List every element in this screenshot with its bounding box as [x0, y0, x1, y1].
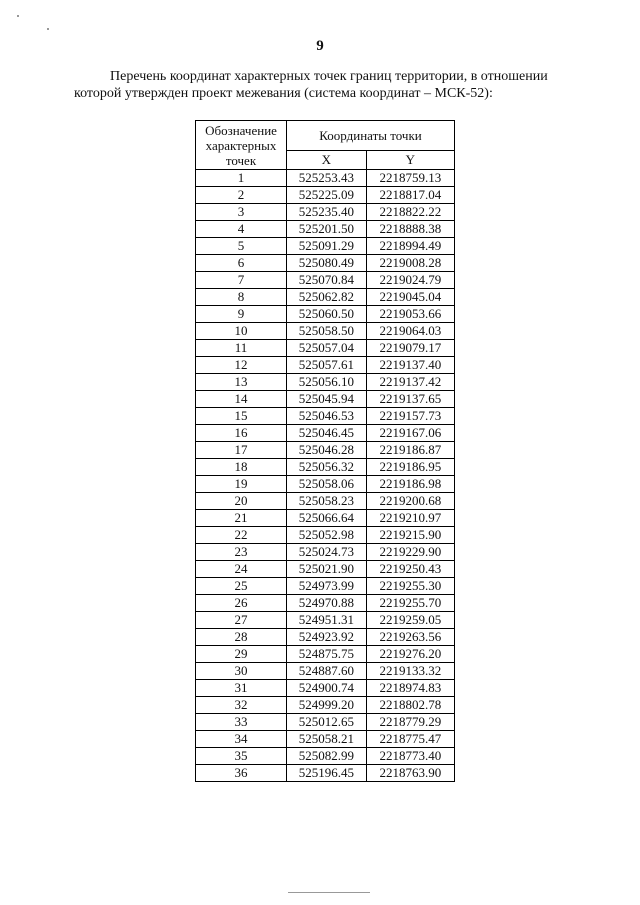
y-coordinate-cell: 2219229.90 [366, 544, 454, 561]
x-coordinate-cell: 524923.92 [287, 629, 367, 646]
point-number-cell: 33 [196, 714, 287, 731]
y-coordinate-cell: 2219157.73 [366, 408, 454, 425]
y-coordinate-cell: 2219045.04 [366, 289, 454, 306]
x-coordinate-cell: 525057.61 [287, 357, 367, 374]
x-coordinate-cell: 525024.73 [287, 544, 367, 561]
coordinates-table-body [196, 170, 455, 782]
table-row [196, 476, 455, 493]
y-coordinate-cell: 2218994.49 [366, 238, 454, 255]
y-coordinate-cell: 2219137.42 [366, 374, 454, 391]
table-row [196, 629, 455, 646]
table-row [196, 578, 455, 595]
header-point-designation: Обозначение характерных точек [196, 121, 287, 170]
table-row [196, 289, 455, 306]
x-coordinate-cell: 524970.88 [287, 595, 367, 612]
bottom-rule [288, 892, 370, 893]
point-number-cell: 35 [196, 748, 287, 765]
x-coordinate-cell: 525091.29 [287, 238, 367, 255]
y-coordinate-cell: 2219064.03 [366, 323, 454, 340]
x-coordinate-cell: 525058.50 [287, 323, 367, 340]
x-coordinate-cell: 525235.40 [287, 204, 367, 221]
point-number-cell: 7 [196, 272, 287, 289]
x-coordinate-cell: 525201.50 [287, 221, 367, 238]
y-coordinate-cell: 2218773.40 [366, 748, 454, 765]
table-row [196, 306, 455, 323]
point-number-cell: 32 [196, 697, 287, 714]
point-number-cell: 6 [196, 255, 287, 272]
x-coordinate-cell: 525066.64 [287, 510, 367, 527]
y-coordinate-cell: 2219133.32 [366, 663, 454, 680]
point-number-cell: 36 [196, 765, 287, 782]
x-coordinate-cell: 525196.45 [287, 765, 367, 782]
table-row [196, 357, 455, 374]
coordinates-table [195, 120, 455, 782]
point-number-cell: 21 [196, 510, 287, 527]
y-coordinate-cell: 2219137.65 [366, 391, 454, 408]
y-coordinate-cell: 2219053.66 [366, 306, 454, 323]
table-row [196, 493, 455, 510]
x-coordinate-cell: 525021.90 [287, 561, 367, 578]
y-coordinate-cell: 2218822.22 [366, 204, 454, 221]
header-y: Y [366, 151, 454, 170]
point-number-cell: 1 [196, 170, 287, 187]
intro-line-1: Перечень координат характерных точек границ территории, в отношении [110, 69, 548, 84]
point-number-cell: 27 [196, 612, 287, 629]
table-row [196, 748, 455, 765]
y-coordinate-cell: 2219200.68 [366, 493, 454, 510]
point-number-cell: 10 [196, 323, 287, 340]
point-number-cell: 2 [196, 187, 287, 204]
header-x: X [287, 151, 367, 170]
y-coordinate-cell: 2218759.13 [366, 170, 454, 187]
point-number-cell: 3 [196, 204, 287, 221]
page-number: 9 [316, 38, 324, 54]
x-coordinate-cell: 525046.28 [287, 442, 367, 459]
x-coordinate-cell: 525062.82 [287, 289, 367, 306]
point-number-cell: 5 [196, 238, 287, 255]
point-number-cell: 19 [196, 476, 287, 493]
table-row [196, 374, 455, 391]
y-coordinate-cell: 2219263.56 [366, 629, 454, 646]
intro-line-2: которой утвержден проект межевания (система координат – МСК-52): [74, 86, 493, 101]
point-number-cell: 17 [196, 442, 287, 459]
table-row [196, 510, 455, 527]
table-row [196, 255, 455, 272]
table-row [196, 663, 455, 680]
point-number-cell: 16 [196, 425, 287, 442]
table-row [196, 697, 455, 714]
y-coordinate-cell: 2218763.90 [366, 765, 454, 782]
point-number-cell: 31 [196, 680, 287, 697]
point-number-cell: 11 [196, 340, 287, 357]
table-row [196, 391, 455, 408]
table-row [196, 680, 455, 697]
y-coordinate-cell: 2218779.29 [366, 714, 454, 731]
table-row [196, 340, 455, 357]
y-coordinate-cell: 2218817.04 [366, 187, 454, 204]
point-number-cell: 24 [196, 561, 287, 578]
point-number-cell: 29 [196, 646, 287, 663]
x-coordinate-cell: 524875.75 [287, 646, 367, 663]
point-number-cell: 23 [196, 544, 287, 561]
x-coordinate-cell: 525082.99 [287, 748, 367, 765]
x-coordinate-cell: 525057.04 [287, 340, 367, 357]
table-row [196, 459, 455, 476]
y-coordinate-cell: 2219186.87 [366, 442, 454, 459]
table-row [196, 238, 455, 255]
x-coordinate-cell: 525052.98 [287, 527, 367, 544]
point-number-cell: 22 [196, 527, 287, 544]
x-coordinate-cell: 525060.50 [287, 306, 367, 323]
point-number-cell: 18 [196, 459, 287, 476]
x-coordinate-cell: 525225.09 [287, 187, 367, 204]
point-number-cell: 9 [196, 306, 287, 323]
table-row [196, 714, 455, 731]
x-coordinate-cell: 525046.53 [287, 408, 367, 425]
x-coordinate-cell: 525046.45 [287, 425, 367, 442]
table-row [196, 595, 455, 612]
table-row [196, 612, 455, 629]
point-number-cell: 13 [196, 374, 287, 391]
y-coordinate-cell: 2219079.17 [366, 340, 454, 357]
y-coordinate-cell: 2219186.98 [366, 476, 454, 493]
y-coordinate-cell: 2219215.90 [366, 527, 454, 544]
point-number-cell: 20 [196, 493, 287, 510]
x-coordinate-cell: 524999.20 [287, 697, 367, 714]
y-coordinate-cell: 2219250.43 [366, 561, 454, 578]
y-coordinate-cell: 2219255.30 [366, 578, 454, 595]
x-coordinate-cell: 525056.32 [287, 459, 367, 476]
table-row [196, 425, 455, 442]
y-coordinate-cell: 2219210.97 [366, 510, 454, 527]
y-coordinate-cell: 2218802.78 [366, 697, 454, 714]
table-row [196, 204, 455, 221]
y-coordinate-cell: 2218974.83 [366, 680, 454, 697]
scan-speck [17, 15, 19, 17]
table-row [196, 527, 455, 544]
header-point-coordinates: Координаты точки [287, 121, 455, 151]
x-coordinate-cell: 525045.94 [287, 391, 367, 408]
x-coordinate-cell: 524951.31 [287, 612, 367, 629]
x-coordinate-cell: 524900.74 [287, 680, 367, 697]
x-coordinate-cell: 525070.84 [287, 272, 367, 289]
x-coordinate-cell: 525012.65 [287, 714, 367, 731]
y-coordinate-cell: 2219024.79 [366, 272, 454, 289]
x-coordinate-cell: 525056.10 [287, 374, 367, 391]
intro-paragraph [74, 68, 584, 102]
table-row [196, 544, 455, 561]
x-coordinate-cell: 525253.43 [287, 170, 367, 187]
point-number-cell: 15 [196, 408, 287, 425]
table-row [196, 765, 455, 782]
table-row [196, 221, 455, 238]
x-coordinate-cell: 525058.21 [287, 731, 367, 748]
table-row [196, 731, 455, 748]
y-coordinate-cell: 2219008.28 [366, 255, 454, 272]
table-row [196, 272, 455, 289]
point-number-cell: 12 [196, 357, 287, 374]
point-number-cell: 14 [196, 391, 287, 408]
scan-speck [47, 28, 49, 30]
table-row [196, 408, 455, 425]
point-number-cell: 30 [196, 663, 287, 680]
x-coordinate-cell: 525058.23 [287, 493, 367, 510]
y-coordinate-cell: 2219167.06 [366, 425, 454, 442]
table-row [196, 170, 455, 187]
y-coordinate-cell: 2219276.20 [366, 646, 454, 663]
y-coordinate-cell: 2219259.05 [366, 612, 454, 629]
y-coordinate-cell: 2218888.38 [366, 221, 454, 238]
point-number-cell: 25 [196, 578, 287, 595]
point-number-cell: 28 [196, 629, 287, 646]
point-number-cell: 8 [196, 289, 287, 306]
y-coordinate-cell: 2218775.47 [366, 731, 454, 748]
point-number-cell: 26 [196, 595, 287, 612]
table-row [196, 442, 455, 459]
table-row [196, 187, 455, 204]
x-coordinate-cell: 524887.60 [287, 663, 367, 680]
y-coordinate-cell: 2219255.70 [366, 595, 454, 612]
point-number-cell: 34 [196, 731, 287, 748]
y-coordinate-cell: 2219137.40 [366, 357, 454, 374]
x-coordinate-cell: 525080.49 [287, 255, 367, 272]
x-coordinate-cell: 524973.99 [287, 578, 367, 595]
y-coordinate-cell: 2219186.95 [366, 459, 454, 476]
table-row [196, 646, 455, 663]
point-number-cell: 4 [196, 221, 287, 238]
table-row [196, 561, 455, 578]
table-row [196, 323, 455, 340]
x-coordinate-cell: 525058.06 [287, 476, 367, 493]
